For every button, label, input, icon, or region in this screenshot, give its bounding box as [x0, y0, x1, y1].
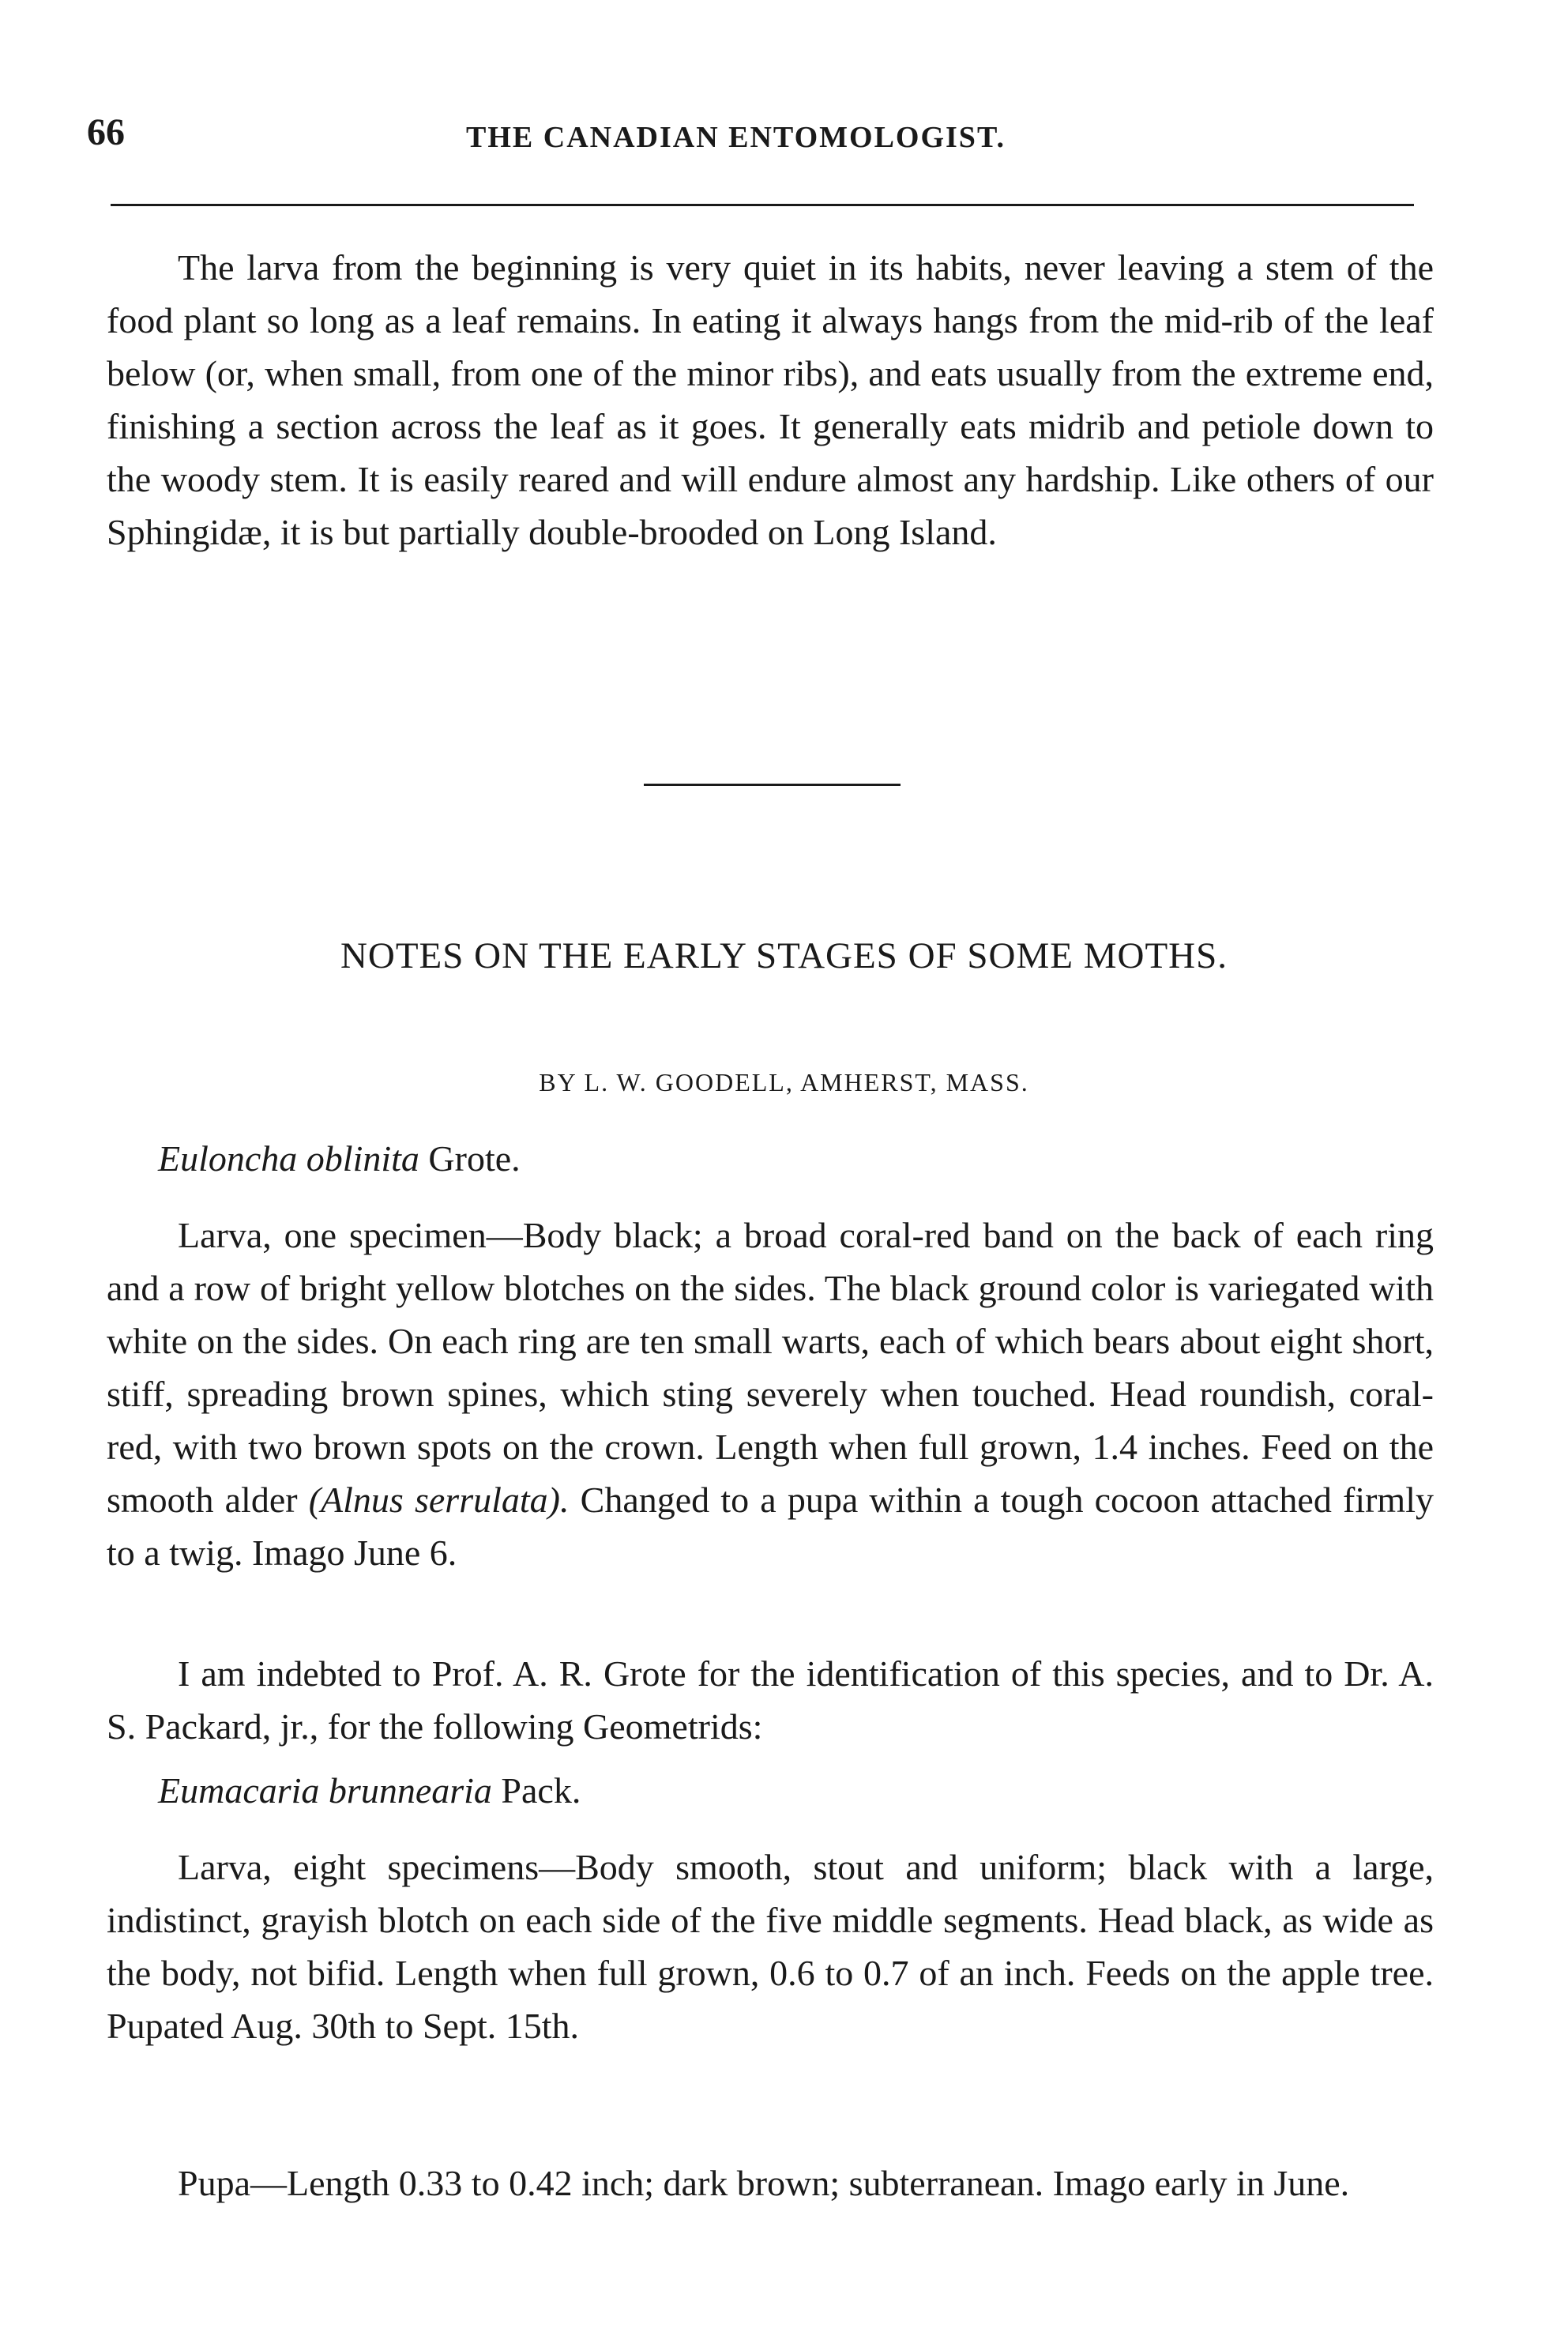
pupa-description	[107, 2157, 1434, 2210]
species-description	[107, 1841, 1434, 2052]
paragraph: Pupa—Length 0.33 to 0.42 inch; dark brown; subterranean. Imago early in June.	[178, 2163, 1350, 2203]
acknowledgement-text	[107, 1647, 1434, 1753]
header-rule	[111, 204, 1414, 206]
running-head	[87, 111, 1446, 158]
page-number: 66	[87, 111, 125, 153]
food-plant-name: (Alnus serrulata).	[308, 1480, 570, 1520]
species-heading	[158, 1770, 581, 1811]
larva-text: Larva, one specimen—Body black; a broad coral-red band on the back of each ring and a row of bright yellow blotches on the sides. The black ground color is variegated with white on the sides. On each ring are ten small warts, each of which bears about eight short, stiff, spreading brown spines, which sting severely when touched. Head roundish, coral-red, with two brown spots on the crown. Length when full grown, 1.4 inches. Feed on the smooth alder	[107, 1215, 1434, 1520]
article-byline: BY L. W. GOODELL, AMHERST, MASS.	[539, 1068, 1029, 1096]
species-author: Grote.	[428, 1138, 521, 1179]
species-author: Pack.	[501, 1770, 581, 1811]
paragraph	[107, 1209, 1434, 1579]
paragraph: Larva, eight specimens—Body smooth, stout and uniform; black with a large, indistinct, grayish blotch on each side of the five middle segments. Head black, as wide as the body, not bifid. Length when full grown, 0.6 to 0.7 of an inch. Feeds on the apple tree. Pupated Aug. 30th to Sept. 15th.	[107, 1847, 1434, 2046]
journal-title: THE CANADIAN ENTOMOLOGIST.	[466, 121, 1006, 154]
species-name: Euloncha oblinita	[158, 1138, 419, 1179]
preceding-article-text	[107, 241, 1434, 558]
section-divider	[644, 784, 901, 786]
article-title: NOTES ON THE EARLY STAGES OF SOME MOTHS.	[340, 935, 1228, 976]
paragraph: The larva from the beginning is very quiet in its habits, never leaving a stem of the food plant so long as a leaf remains. In eating it always hangs from the mid-rib of the leaf below (or, when small, from one of the minor ribs), and eats usually from the extreme end, finishing a section across the leaf as it goes. It generally eats midrib and petiole down to the woody stem. It is easily reared and will endure almost any hardship. Like others of our Sphingidæ, it is but partially double-brooded on Long Island.	[107, 247, 1434, 552]
species-name: Eumacaria brunnearia	[158, 1770, 492, 1811]
paragraph: I am indebted to Prof. A. R. Grote for the identification of this species, and to Dr. A. S. Packard, jr., for the following Geometrids:	[107, 1653, 1434, 1747]
species-description	[107, 1209, 1434, 1579]
species-heading	[158, 1138, 521, 1179]
larva-text-continued: Changed to a pupa within a tough cocoon attached firmly to a twig. Imago June 6.	[107, 1480, 1434, 1573]
